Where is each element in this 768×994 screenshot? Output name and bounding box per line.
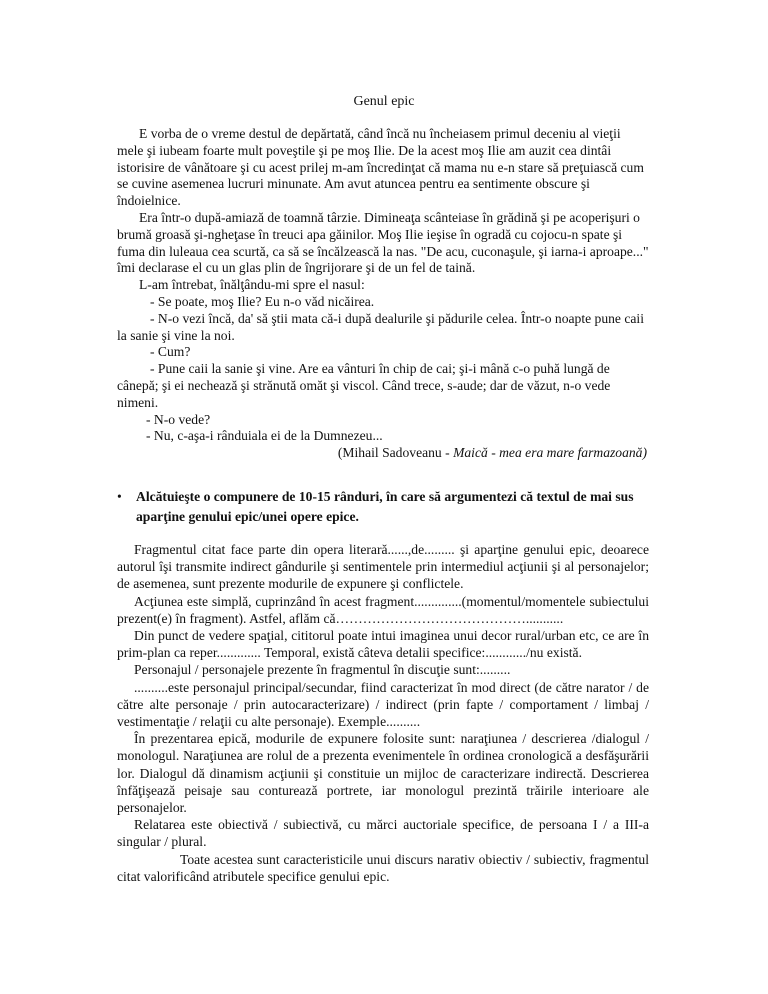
essay-paragraph-2: Acţiunea este simplă, cuprinzând în acest fragment..............(momentul/momentele subiectului prezent(e) în fragment). Astfel, aflăm că……………………………………........... (117, 593, 649, 626)
dialogue-line-6: - Nu, c-aşa-i rânduiala ei de la Dumnezeu... (146, 428, 383, 444)
source-citation (117, 445, 649, 462)
essay-paragraph-5: ..........este personajul principal/secundar, fiind caracterizat în mod direct (de către narator / de către alte personaje / prin autocaracterizare) / indirect (prin fapte / comportament / limbaj / vestimentaţie / relaţii cu alte personaje). Exemple.......... (117, 679, 649, 730)
essay-paragraph-7: Relatarea este obiectivă / subiectivă, cu mărci auctoriale specifice, de persoana I / a III-a singular / plural. (117, 817, 649, 850)
story-paragraph-3: L-am întrebat, înălţându-mi spre el nasul: (139, 277, 365, 293)
essay-template (117, 541, 649, 885)
dialogue-line-1: - Se poate, moş Ilie? Eu n-o văd nicăirea. (150, 293, 375, 309)
source-title: Maică - mea era mare farmazoană) (453, 445, 647, 461)
essay-paragraph-6: În prezentarea epică, modurile de expunere folosite sunt: naraţiunea / descrierea /dialogul / monologul. Naraţiunea are rolul de a prezenta evenimentele în ordinea cronologică a desfăşurării lor. Dialogul dă dinamism acţiunii şi constituie un mijloc de caracterizare indirectă. Descrierea înfăţişează peisaje sau conturează portrete, iar monologul prezintă trăirile interioare ale personajelor. (117, 731, 649, 816)
essay-paragraph-3: Din punct de vedere spaţial, cititorul poate intui imaginea unui decor rural/urban etc, ce are în prim-plan ca reper............. Temporal, există câteva detalii specifice:............/nu există. (117, 628, 649, 661)
dialogue-line-4: - Pune caii la sanie şi vine. Are ea vânturi în chip de cai; şi-i mână c-o puhă lungă de cânepă; şi ei nechează şi strănută omăt şi viscol. Când trece, s-aude; dar de văzut, n-o vede nimeni. (117, 361, 611, 410)
story-paragraph-2: Era într-o după-amiază de toamnă târzie. Dimineaţa scânteiase în grădină şi pe acoperişuri o brumă groasă şi-ngheţase în treuci apa găinilor. Moş Ilie ieşise în ogradă cu cojocu-n spate şi fuma din luleaua cea scurtă, ca să se încălzească la nas. "De acu, cuconaşule, şi iarna-i aproape..." îmi declarase el cu un glas plin de îngrijorare şi de un fel de taină. (117, 209, 649, 276)
story-paragraph-1: E vorba de o vreme destul de depărtată, când încă nu încheiasem primul deceniu al vieţii mele şi iubeam foarte mult poveştile şi pe moş Ilie. De la acest moş Ilie am auzit cea dintâi istorisire de vânătoare şi cu acest prilej m-am încredinţat că mama nu e-n stare să preţuiască cum se cuvine asemenea lucruri minunate. Am avut atuncea pentru ea sentimente obscure şi îndoielnice. (117, 126, 644, 209)
source-author: (Mihail Sadoveanu - (337, 445, 454, 461)
bullet-icon: • (117, 489, 122, 504)
essay-paragraph-4: Personajul / personajele prezente în fragmentul în discuţie sunt:......... (134, 662, 511, 678)
dialogue-line-5: - N-o vede? (146, 411, 211, 427)
story-excerpt (117, 126, 649, 462)
dialogue-line-2: - N-o vezi încă, da' să ştii mata că-i după dealurile şi pădurile celea. Într-o noapte pune caii la sanie şi vine la noi. (117, 310, 644, 343)
dialogue-line-3: - Cum? (150, 344, 191, 360)
task-instruction (117, 487, 649, 527)
page-title: Genul epic (353, 94, 415, 109)
essay-paragraph-1: Fragmentul citat face parte din opera literară......,de......... şi aparţine genului epic, deoarece autorul îşi transmite indirect gândurile şi sentimentele prin intermediul acţiunii şi al personajelor; de asemenea, sunt prezente modurile de expunere şi conflictele. (117, 542, 649, 592)
task-text: Alcătuieşte o compunere de 10-15 rânduri, în care să argumentezi că textul de mai sus aparţine genului epic/unei opere epice. (136, 489, 634, 524)
essay-paragraph-8: Toate acestea sunt caracteristicile unui discurs narativ obiectiv / subiectiv, fragmentul citat valorificând atributele specifice genului epic. (117, 851, 649, 884)
